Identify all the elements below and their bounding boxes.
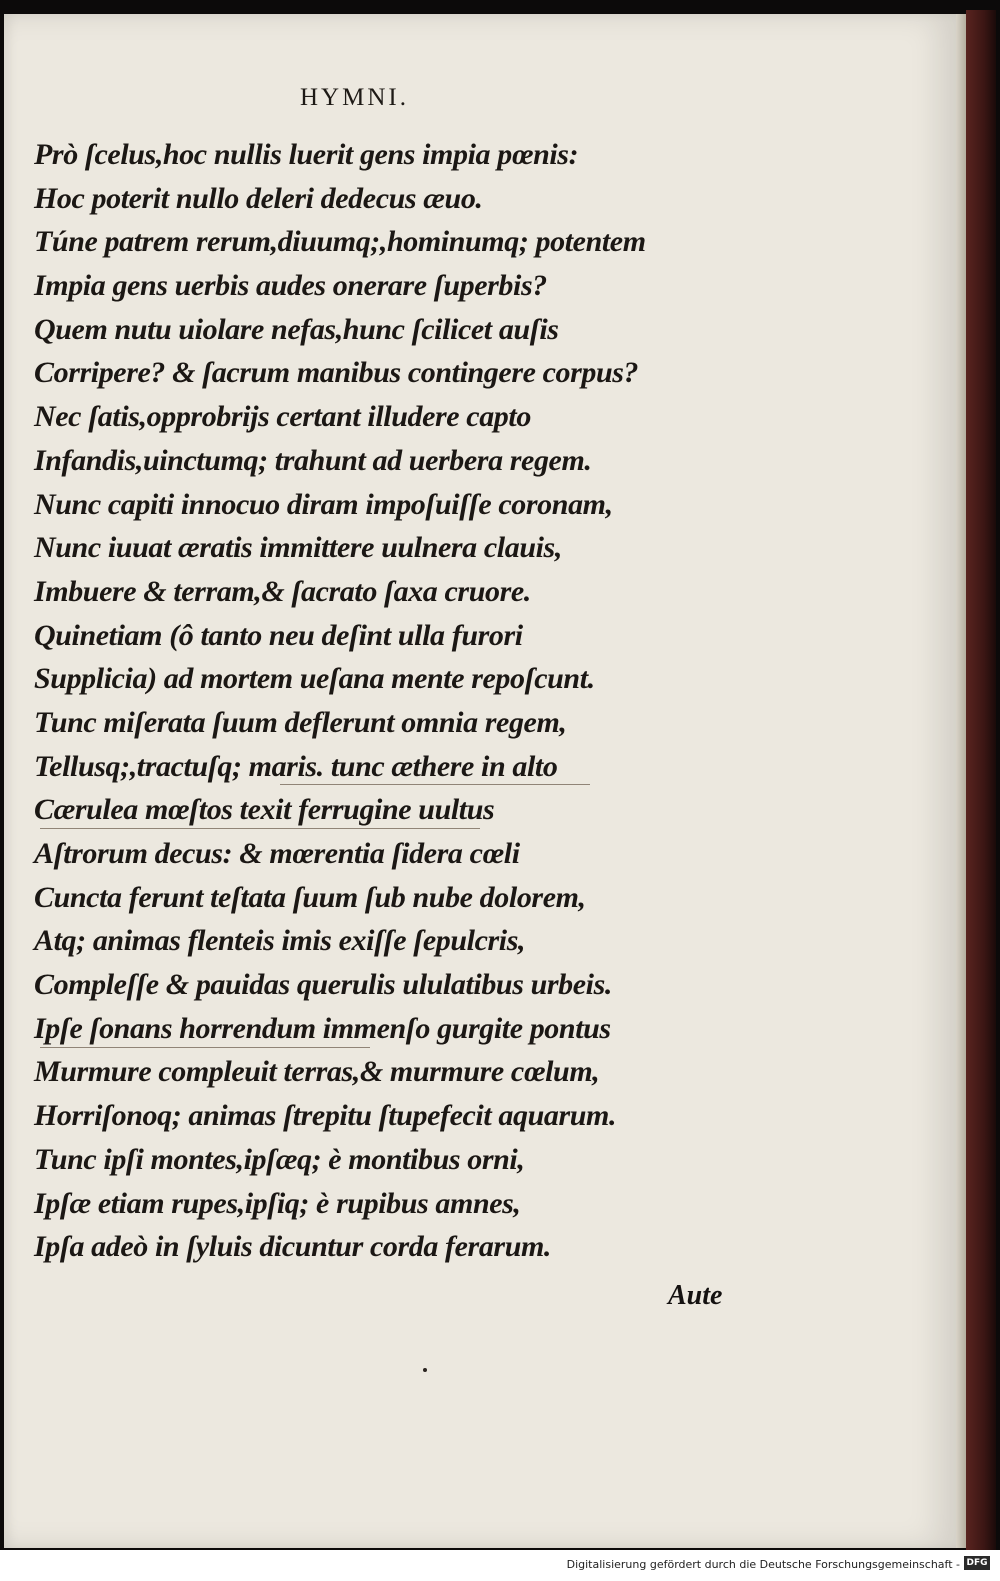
verse-line: Túne patrem rerum,diuumq;,hominumq; potentem <box>34 225 646 259</box>
verse-line: Tellusq;,tractuſq; maris. tunc æthere in alto <box>34 749 558 783</box>
pen-underline <box>40 1047 370 1048</box>
verse-line: Nunc capiti innocuo diram impoſuiſſe coronam, <box>34 487 613 521</box>
verse-line: Ipſa adeò in ſyluis dicuntur corda ferarum. <box>34 1230 552 1264</box>
pen-underline <box>280 784 590 785</box>
verse-line: Supplicia) ad mortem ueſana mente repoſcunt. <box>34 662 595 696</box>
verse-line: Impia gens uerbis audes onerare ſuperbis? <box>34 269 547 303</box>
verse-line: Nec ſatis,opprobrijs certant illudere capto <box>34 400 531 434</box>
ink-dot <box>423 1368 427 1372</box>
verse-line: Tunc ipſi montes,ipſæq; è montibus orni, <box>34 1142 525 1176</box>
verse-line: Quinetiam (ô tanto neu deſint ulla furori <box>34 618 523 652</box>
verse-line: Horriſonoq; animas ſtrepitu ſtupefecit aquarum. <box>34 1099 617 1133</box>
catchword: Aute <box>668 1280 723 1311</box>
dfg-logo: DFG <box>964 1556 990 1570</box>
verse-block <box>34 133 646 1269</box>
verse-line: Atq; animas flenteis imis exiſſe ſepulcris, <box>34 924 526 958</box>
verse-line: Infandis,uinctumq; trahunt ad uerbera regem. <box>34 443 592 477</box>
verse-line: Prò ſcelus,hoc nullis luerit gens impia pœnis: <box>34 138 579 171</box>
digitization-credit: Digitalisierung gefördert durch die Deutsche Forschungsgemeinschaft - <box>566 1558 960 1571</box>
verse-line: Murmure compleuit terras,& murmure cœlum, <box>34 1055 600 1089</box>
verse-line: Nunc iuuat æratis immittere uulnera clauis, <box>34 531 562 565</box>
pen-underline <box>40 828 480 829</box>
verse-line: Imbuere & terram,& ſacrato ſaxa cruore. <box>34 574 531 608</box>
verse-line: Cuncta ferunt teſtata ſuum ſub nube dolorem, <box>34 880 586 914</box>
verse-line: Ipſæ etiam rupes,ipſiq; è rupibus amnes, <box>34 1186 521 1220</box>
running-head: HYMNI. <box>300 84 409 111</box>
verse-line: Quem nutu uiolare nefas,hunc ſcilicet auſis <box>34 312 559 346</box>
verse-line: Compleſſe & pauidas querulis ululatibus urbeis. <box>34 968 612 1002</box>
book-cover-edge <box>966 10 996 1550</box>
page-fore-edge <box>956 14 966 1548</box>
verse-line: Tunc miſerata ſuum deflerunt omnia regem, <box>34 705 567 739</box>
verse-line: Ipſe ſonans horrendum immenſo gurgite pontus <box>34 1011 611 1045</box>
verse-line: Hoc poterit nullo deleri dedecus æuo. <box>34 181 483 215</box>
verse-line: Aſtrorum decus: & mœrentia ſidera cœli <box>34 837 520 870</box>
verse-line: Cærulea mœſtos texit ferrugine uultus <box>34 793 495 827</box>
verse-line: Corripere? & ſacrum manibus contingere corpus? <box>34 356 639 390</box>
